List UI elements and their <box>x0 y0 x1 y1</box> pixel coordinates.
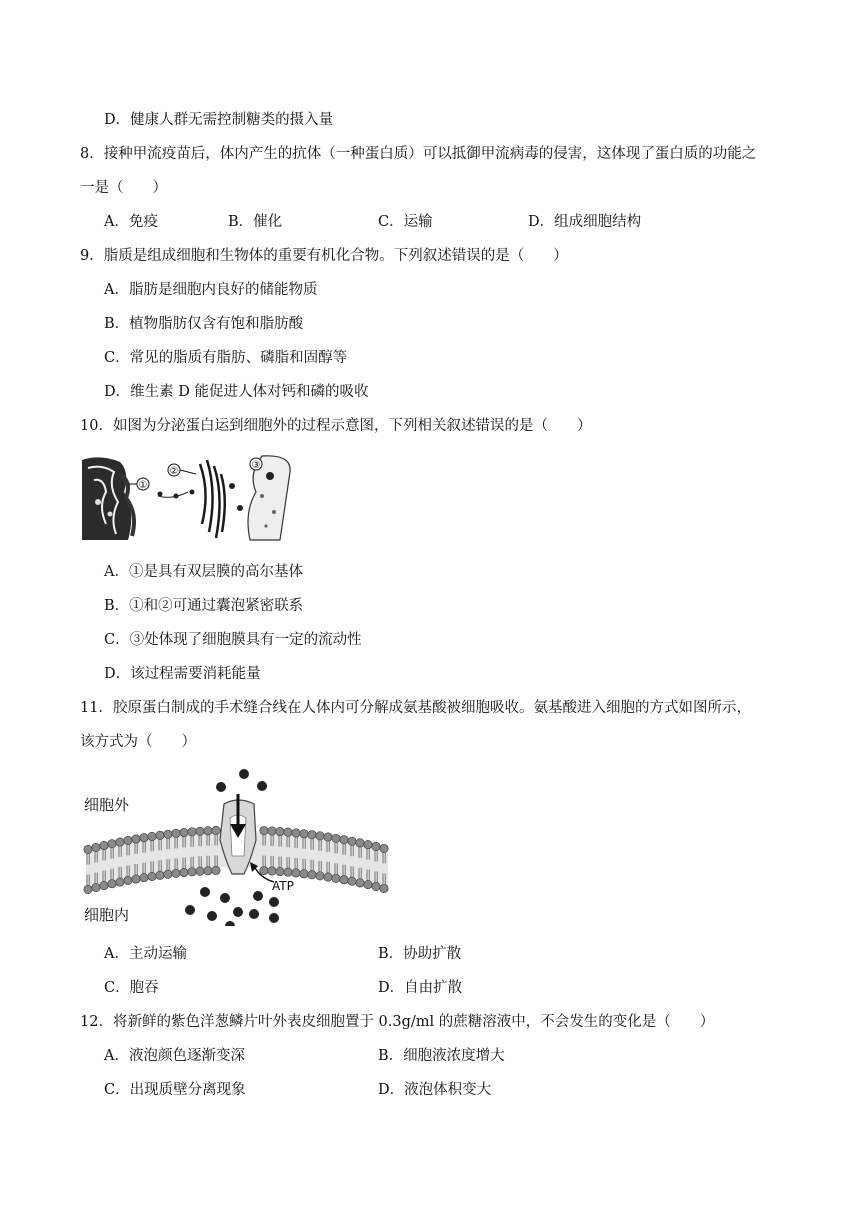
q8-stem-line1: 8．接种甲流疫苗后，体内产生的抗体（一种蛋白质）可以抵御甲流病毒的侵害，这体现了蛋白质的功能之 <box>80 146 757 162</box>
q8-option-b: B．催化 <box>228 214 283 230</box>
atp-label: ATP <box>272 879 294 893</box>
figure-label-1: ① <box>138 480 148 491</box>
q11-option-d: D．自由扩散 <box>378 980 463 996</box>
q10-option-c: C．③处体现了细胞膜具有一定的流动性 <box>104 632 362 648</box>
endoplasmic-reticulum-figure <box>82 457 134 540</box>
q9-option-d: D．维生素 D 能促进人体对钙和磷的吸收 <box>104 384 369 400</box>
q11-option-c: C．胞吞 <box>104 980 159 996</box>
q11-option-a: A．主动运输 <box>104 946 187 962</box>
q9-option-c: C．常见的脂质有脂肪、磷脂和固醇等 <box>104 350 348 366</box>
figure-label-2: ② <box>169 466 179 477</box>
q8-option-a: A．免疫 <box>104 214 158 230</box>
q11-stem-line2: 该方式为（ ） <box>80 734 196 750</box>
q9-stem: 9．脂质是组成细胞和生物体的重要有机化合物。下列叙述错误的是（ ） <box>80 248 568 264</box>
q12-option-a: A．液泡颜色逐渐变深 <box>104 1048 245 1064</box>
golgi-figure <box>200 460 225 538</box>
membrane-transport-diagram <box>78 766 398 926</box>
q12-stem: 12．将新鲜的紫色洋葱鳞片叶外表皮细胞置于 0.3g/ml 的蔗糖溶液中，不会发生的变化是（ ） <box>80 1014 715 1030</box>
q9-option-b: B．植物脂肪仅含有饱和脂肪酸 <box>104 316 304 332</box>
figure-label-3: ③ <box>251 460 261 471</box>
q12-option-c: C．出现质壁分离现象 <box>104 1082 246 1098</box>
q11-stem-line1: 11．胶原蛋白制成的手术缝合线在人体内可分解成氨基酸被细胞吸收。氨基酸进入细胞的方式如图所示， <box>80 700 751 716</box>
secretion-diagram <box>80 452 292 544</box>
q10-stem: 10．如图为分泌蛋白运到细胞外的过程示意图，下列相关叙述错误的是（ ） <box>80 418 592 434</box>
q9-option-a: A．脂肪是细胞内良好的储能物质 <box>104 282 318 298</box>
q10-option-a: A．①是具有双层膜的高尔基体 <box>104 564 303 580</box>
inside-cell-label: 细胞内 <box>84 906 130 924</box>
q7-option-d: D．健康人群无需控制糖类的摄入量 <box>104 112 334 128</box>
q12-option-d: D．液泡体积变大 <box>378 1082 492 1098</box>
q8-stem-line2: 一是（ ） <box>80 180 167 196</box>
q10-option-d: D．该过程需要消耗能量 <box>104 666 261 682</box>
q8-option-c: C．运输 <box>378 214 433 230</box>
q11-option-b: B．协助扩散 <box>378 946 462 962</box>
q12-option-b: B．细胞液浓度增大 <box>378 1048 505 1064</box>
q8-option-d: D．组成细胞结构 <box>528 214 642 230</box>
q10-option-b: B．①和②可通过囊泡紧密联系 <box>104 598 304 614</box>
outside-cell-label: 细胞外 <box>84 796 130 814</box>
